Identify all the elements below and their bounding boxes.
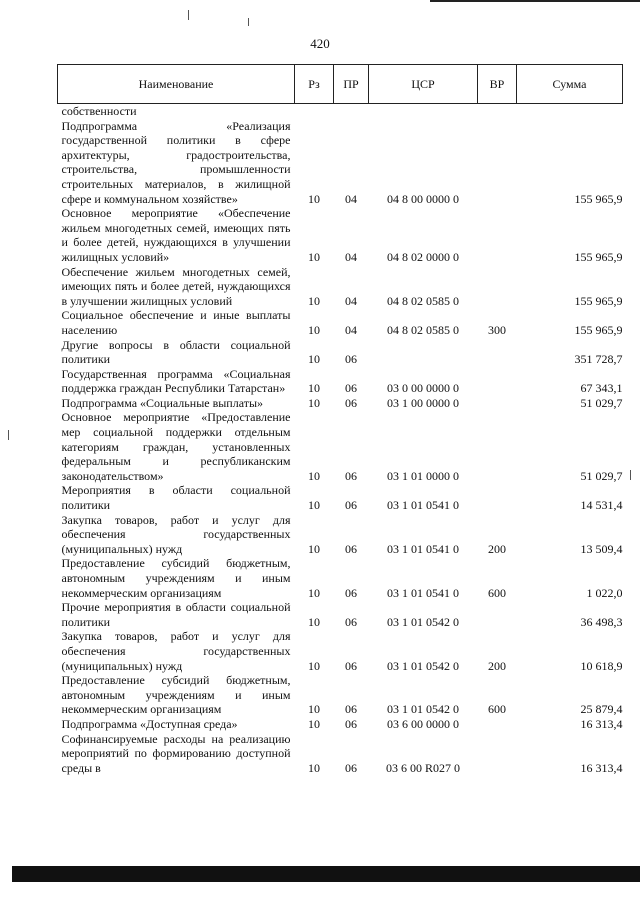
cell-sum: 14 531,4 <box>580 498 623 513</box>
table-row <box>58 483 623 512</box>
cell-name: Прочие мероприятия в области социальной политики <box>61 600 291 629</box>
cell-sum: 155 965,9 <box>574 322 623 337</box>
cell-pr: 06 <box>345 352 357 367</box>
cell-rz: 10 <box>308 381 320 396</box>
cell-csr: 04 8 02 0585 0 <box>387 322 459 337</box>
cell-name: Социальное обеспечение и иные выплаты населению <box>61 308 291 337</box>
cell-csr: 03 6 00 R027 0 <box>385 760 460 775</box>
cell-rz: 10 <box>308 658 320 673</box>
table-row <box>58 600 623 629</box>
cell-rz: 10 <box>308 760 320 775</box>
cell-csr: 03 1 01 0000 0 <box>387 468 459 483</box>
cell-rz: 10 <box>308 395 320 410</box>
cell-rz <box>295 104 334 119</box>
cell-sum: 155 965,9 <box>574 191 623 206</box>
cell-pr: 06 <box>345 760 357 775</box>
cell-pr: 04 <box>345 322 357 337</box>
cell-vr <box>478 600 517 629</box>
cell-pr: 06 <box>345 585 357 600</box>
column-header-vr: ВР <box>478 65 517 104</box>
cell-csr <box>369 104 478 119</box>
column-header-name: Наименование <box>58 65 295 104</box>
cell-vr: 200 <box>488 541 506 556</box>
cell-name: Софинансируемые расходы на реализацию мероприятий по формированию доступной среды в <box>61 731 291 775</box>
cell-csr: 03 6 00 0000 0 <box>387 716 459 731</box>
cell-vr <box>478 104 517 119</box>
cell-pr: 06 <box>345 381 357 396</box>
cell-csr: 03 1 01 0541 0 <box>387 498 459 513</box>
cell-name: Подпрограмма «Реализация государственной политики в сфере архитектуры, градостроительства, строительства, промышленности строительных материалов, в жилищной сфере и коммунальном хозяйстве» <box>61 118 291 206</box>
bottom-scan-edge <box>12 866 640 882</box>
cell-pr: 04 <box>345 249 357 264</box>
cell-rz: 10 <box>308 585 320 600</box>
cell-csr: 03 1 01 0541 0 <box>387 541 459 556</box>
cell-name: Мероприятия в области социальной политики <box>61 483 291 513</box>
cell-vr <box>478 338 517 367</box>
cell-csr: 03 1 01 0541 0 <box>387 585 459 600</box>
table-row <box>58 308 623 337</box>
table-row <box>58 410 623 483</box>
table-row <box>58 673 623 717</box>
cell-name: Государственная программа «Социальная поддержка граждан Республики Татарстан» <box>61 366 291 396</box>
cell-name: Закупка товаров, работ и услуг для обеспечения государственных (муниципальных) нужд <box>61 629 291 673</box>
cell-rz: 10 <box>308 293 320 308</box>
cell-sum <box>517 104 623 119</box>
cell-name: Обеспечение жильем многодетных семей, имеющих пять и более детей, нуждающихся в улучшении жилищных условий <box>61 264 291 308</box>
table-row <box>58 367 623 396</box>
cell-vr: 600 <box>488 702 506 717</box>
column-header-sum: Сумма <box>517 65 623 104</box>
cell-sum: 51 029,7 <box>580 395 623 410</box>
cell-vr <box>478 410 517 483</box>
cell-rz: 10 <box>308 614 320 629</box>
cell-pr: 06 <box>345 716 357 731</box>
cell-name: Предоставление субсидий бюджетным, автономным учреждениям и иным некоммерческим организациям <box>61 556 291 600</box>
cell-vr <box>478 265 517 309</box>
cell-name: Основное мероприятие «Обеспечение жильем многодетных семей, имеющих пять и более детей, нуждающихся в улучшении жилищных условий» <box>61 206 291 264</box>
cell-name: Предоставление субсидий бюджетным, автономным учреждениям и иным некоммерческим организациям <box>61 673 291 717</box>
cell-sum: 25 879,4 <box>580 702 623 717</box>
cell-sum: 13 509,4 <box>580 541 623 556</box>
cell-name: Подпрограмма «Социальные выплаты» <box>61 395 264 410</box>
table-row <box>58 732 623 776</box>
cell-name: собственности <box>61 104 137 118</box>
cell-csr: 03 1 01 0542 0 <box>387 702 459 717</box>
cell-pr: 06 <box>345 702 357 717</box>
cell-vr <box>478 396 517 411</box>
cell-name: Закупка товаров, работ и услуг для обеспечения государственных (муниципальных) нужд <box>61 512 291 556</box>
cell-csr: 03 1 01 0542 0 <box>387 614 459 629</box>
cell-sum: 51 029,7 <box>580 468 623 483</box>
table-header-row <box>58 65 623 104</box>
cell-rz: 10 <box>308 352 320 367</box>
scan-mark <box>188 10 189 20</box>
cell-rz: 10 <box>308 716 320 731</box>
cell-pr: 06 <box>345 541 357 556</box>
cell-pr: 06 <box>345 468 357 483</box>
table-row <box>58 206 623 264</box>
cell-name: Другие вопросы в области социальной политики <box>61 337 291 367</box>
table-row <box>58 338 623 367</box>
cell-vr <box>478 119 517 207</box>
cell-pr: 04 <box>345 293 357 308</box>
cell-vr: 600 <box>488 585 506 600</box>
table-body <box>58 104 623 776</box>
table-row <box>58 396 623 411</box>
cell-pr: 06 <box>345 658 357 673</box>
table-row <box>58 265 623 309</box>
column-header-pr: ПР <box>334 65 369 104</box>
cell-csr <box>369 338 478 367</box>
cell-csr: 03 1 00 0000 0 <box>387 395 459 410</box>
cell-name: Основное мероприятие «Предоставление мер социальной поддержки отдельным категориям граждан, установленных федеральным и республиканским законодательством» <box>61 410 291 483</box>
cell-csr: 04 8 00 0000 0 <box>387 191 459 206</box>
cell-rz: 10 <box>308 702 320 717</box>
cell-csr: 04 8 02 0000 0 <box>387 249 459 264</box>
table-row <box>58 629 623 673</box>
cell-vr <box>478 732 517 776</box>
cell-csr: 04 8 02 0585 0 <box>387 293 459 308</box>
cell-pr: 06 <box>345 498 357 513</box>
cell-vr <box>478 206 517 264</box>
table-row <box>58 119 623 207</box>
cell-pr: 04 <box>345 191 357 206</box>
cell-sum: 10 618,9 <box>580 658 623 673</box>
top-border-line <box>430 0 640 2</box>
cell-csr: 03 0 00 0000 0 <box>387 381 459 396</box>
cell-rz: 10 <box>308 322 320 337</box>
cell-sum: 1 022,0 <box>586 585 623 600</box>
cell-rz: 10 <box>308 468 320 483</box>
cell-rz: 10 <box>308 498 320 513</box>
cell-pr: 06 <box>345 614 357 629</box>
cell-vr <box>478 367 517 396</box>
column-header-rz: Рз <box>295 65 334 104</box>
cell-name: Подпрограмма «Доступная среда» <box>61 716 238 731</box>
scan-mark <box>630 470 631 480</box>
cell-vr <box>478 717 517 732</box>
cell-rz: 10 <box>308 249 320 264</box>
cell-sum: 36 498,3 <box>580 614 623 629</box>
cell-vr <box>478 483 517 512</box>
table-row <box>58 717 623 732</box>
scan-mark <box>248 18 249 26</box>
table-row <box>58 104 623 119</box>
budget-table <box>57 64 623 775</box>
scan-mark <box>8 430 9 440</box>
cell-sum: 351 728,7 <box>574 352 623 367</box>
column-header-csr: ЦСР <box>369 65 478 104</box>
page-number: 420 <box>310 36 330 51</box>
cell-pr: 06 <box>345 395 357 410</box>
cell-sum: 155 965,9 <box>574 293 623 308</box>
cell-sum: 16 313,4 <box>580 760 623 775</box>
cell-rz: 10 <box>308 191 320 206</box>
table-row <box>58 556 623 600</box>
cell-sum: 67 343,1 <box>580 381 623 396</box>
cell-sum: 16 313,4 <box>580 716 623 731</box>
cell-csr: 03 1 01 0542 0 <box>387 658 459 673</box>
table-row <box>58 513 623 557</box>
cell-pr <box>334 104 369 119</box>
cell-rz: 10 <box>308 541 320 556</box>
cell-vr: 300 <box>488 322 506 337</box>
cell-sum: 155 965,9 <box>574 249 623 264</box>
cell-vr: 200 <box>488 658 506 673</box>
